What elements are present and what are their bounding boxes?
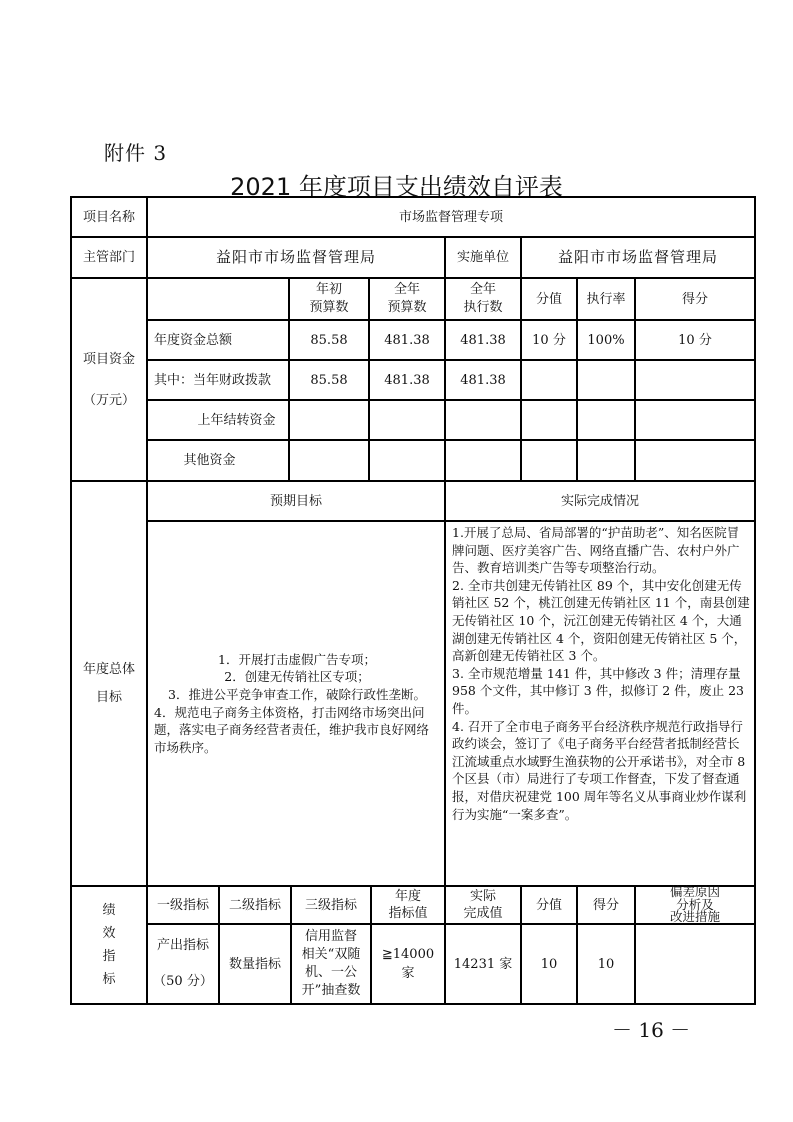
indicator-side-char: 标 (102, 972, 116, 987)
header-deviation-line1: 偏差原因 (669, 884, 720, 900)
header-deviation (635, 886, 755, 924)
fund-row-annual (369, 400, 445, 440)
indicator-target (371, 924, 445, 1004)
header-level1: 一级指标 (147, 886, 219, 924)
header-indicator-got: 得分 (577, 886, 635, 924)
header-actual-value-line1: 实际 (469, 889, 496, 904)
project-name-value: 市场监督管理专项 (147, 197, 755, 237)
fund-row-score: 10 分 (521, 320, 577, 360)
performance-indicator-label (71, 886, 147, 1004)
header-deviation-line2: 分析及 (676, 896, 714, 912)
actual-completion-item: 2. 全市共创建无传销社区 89 个，其中安化创建无传销社区 52 个，桃江创建无传销社区 11 个，南县创建无传销社区 10 个，沅江创建无传销社区 4 个，大通湖创建无传销社区 4 个，资阳创建无传销社区 5 个，高新创建无传销社区 3 个。 (452, 577, 750, 664)
header-annual-execution-line1: 全年 (469, 282, 496, 297)
fund-row-got: 10 分 (635, 320, 755, 360)
evaluation-table (70, 196, 756, 1005)
header-annual-execution-line2: 执行数 (463, 300, 503, 315)
fund-row-label: 年度资金总额 (147, 320, 289, 360)
indicator-level3-line: 开”抽查数 (301, 983, 361, 998)
fund-row-exec: 481.38 (445, 360, 521, 400)
project-name-label: 项目名称 (71, 197, 147, 237)
header-got-score: 得分 (635, 278, 755, 320)
page-number: － 16 － (612, 1018, 691, 1042)
fund-row-annual: 481.38 (369, 320, 445, 360)
indicator-actual: 14231 家 (445, 924, 521, 1004)
header-actual-value-line2: 完成值 (463, 906, 503, 921)
indicator-level3-line: 信用监督 (304, 929, 357, 944)
fund-row-got (635, 360, 755, 400)
indicator-level1 (147, 924, 219, 1004)
indicator-got: 10 (577, 924, 635, 1004)
header-annual-budget (369, 278, 445, 320)
fund-row-label: 其他资金 (147, 440, 289, 481)
goals-label (71, 481, 147, 886)
indicator-deviation (635, 924, 755, 1004)
impl-unit-label: 实施单位 (445, 237, 521, 278)
actual-completion-list (445, 521, 755, 886)
fund-row-annual (369, 440, 445, 481)
indicator-target-value: ≧14000 (381, 947, 435, 962)
header-annual-budget-line2: 预算数 (387, 300, 427, 315)
fund-row-exec (445, 440, 521, 481)
expected-goals-list (147, 521, 445, 886)
header-annual-execution (445, 278, 521, 320)
funds-label (71, 278, 147, 481)
fund-row-rate (577, 360, 635, 400)
impl-unit-value: 益阳市市场监督管理局 (521, 237, 755, 278)
funds-label-line1: 项目资金 (82, 351, 135, 367)
expected-goal-item: 4．规范电子商务主体资格，打击网络市场突出问题，落实电子商务经营者责任，维护我市良好网络市场秩序。 (154, 704, 430, 755)
indicator-side-char: 绩 (102, 903, 116, 918)
fund-row-label: 其中：当年财政拨款 (147, 360, 289, 400)
expected-goals-header: 预期目标 (147, 481, 445, 521)
fund-row-exec: 481.38 (445, 320, 521, 360)
header-actual-value (445, 886, 521, 924)
indicator-level3-line: 机、一公 (304, 965, 357, 980)
fund-row-initial: 85.58 (289, 320, 369, 360)
fund-row-initial (289, 400, 369, 440)
fund-row-annual: 481.38 (369, 360, 445, 400)
fund-row-label: 上年结转资金 (147, 400, 289, 440)
header-level3: 三级指标 (291, 886, 371, 924)
indicator-level1-points: （50 分） (153, 974, 213, 989)
indicator-level3-line: 相关“双随 (301, 947, 361, 962)
fund-row-exec (445, 400, 521, 440)
indicator-level3 (291, 924, 371, 1004)
actual-completion-header: 实际完成情况 (445, 481, 755, 521)
goals-label-line1: 年度总体 (82, 661, 135, 677)
fund-row-rate (577, 400, 635, 440)
header-annual-budget-line1: 全年 (393, 282, 420, 297)
fund-row-initial: 85.58 (289, 360, 369, 400)
header-annual-target (371, 886, 445, 924)
header-initial-budget-line2: 预算数 (309, 300, 349, 315)
actual-completion-item: 4. 召开了全市电子商务平台经济秩序规范行政指导行政约谈会，签订了《电子商务平台经营者抵制经营长江流域重点水域野生渔获物的公开承诺书》，对全市 8 个区县（市）局进行了专项工作督查，下发了督查通报，对借庆祝建党 100 周年等名义从事商业炒作谋利行为实施“一案多查”。 (452, 718, 747, 822)
indicator-side-char: 指 (102, 949, 116, 964)
fund-row-got (635, 400, 755, 440)
indicator-side-char: 效 (102, 926, 116, 941)
fund-row-got (635, 440, 755, 481)
header-annual-target-line1: 年度 (394, 889, 421, 904)
actual-completion-item: 3. 全市规范增量 141 件，其中修改 3 件；清理存量 958 个文件，其中修订 3 件，拟修订 2 件，废止 23 件。 (452, 665, 745, 716)
funds-label-line2: （万元） (82, 392, 135, 408)
attachment-label: 附件 3 (104, 141, 168, 165)
header-initial-budget (289, 278, 369, 320)
dept-value: 益阳市市场监督管理局 (147, 237, 445, 278)
indicator-level2: 数量指标 (219, 924, 291, 1004)
dept-label: 主管部门 (71, 237, 147, 278)
header-annual-target-line2: 指标值 (388, 906, 428, 921)
fund-row-score (521, 360, 577, 400)
header-score: 分值 (521, 278, 577, 320)
fund-row-score (521, 440, 577, 481)
expected-goal-item: 1．开展打击虚假广告专项； (218, 651, 376, 667)
fund-row-rate: 100% (577, 320, 635, 360)
header-level2: 二级指标 (219, 886, 291, 924)
indicator-score: 10 (521, 924, 577, 1004)
fund-row-rate (577, 440, 635, 481)
actual-completion-item: 1.开展了总局、省局部署的“护苗助老”、知名医院冒牌问题、医疗美容广告、网络直播广告、农村户外广告、教育培训类广告等专项整治行动。 (452, 525, 740, 576)
fund-row-initial (289, 440, 369, 481)
header-initial-budget-line1: 年初 (315, 282, 342, 297)
header-indicator-score: 分值 (521, 886, 577, 924)
page-title: 2021 年度项目支出绩效自评表 (230, 173, 563, 201)
expected-goal-item: 3．推进公平竞争审查工作，破除行政性垄断。 (168, 686, 426, 702)
goals-label-line2: 目标 (95, 689, 122, 705)
expected-goal-item: 2．创建无传销社区专项； (224, 669, 370, 685)
funds-header-blank (147, 278, 289, 320)
indicator-level1-name: 产出指标 (156, 938, 209, 953)
header-deviation-line3: 改进措施 (669, 909, 720, 925)
indicator-target-unit: 家 (401, 966, 415, 981)
fund-row-score (521, 400, 577, 440)
header-exec-rate: 执行率 (577, 278, 635, 320)
